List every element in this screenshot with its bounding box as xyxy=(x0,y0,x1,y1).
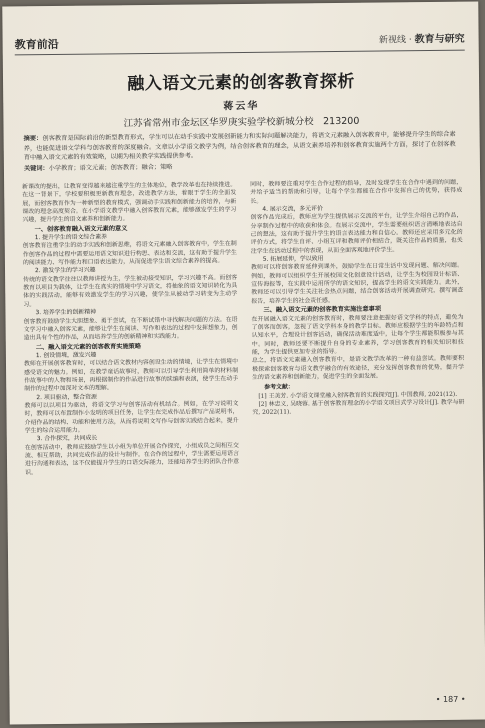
page-number-dash-right: • xyxy=(458,694,466,704)
journal-page xyxy=(2,2,485,725)
paragraph: 教师可以以项目为驱动，将语文学习与创客活动有机结合。例如，在学习说明文时，教师可以布置制作小发明的项目任务，让学生在完成作品后撰写产品说明书，介绍作品的结构、功能和使用方法，从而将说明文写作与创客实践结合起来，提升学生的综合运用能力。 xyxy=(24,400,239,435)
references-list xyxy=(252,390,464,417)
subsection-heading: 1. 提升学生的语文综合素养 xyxy=(34,234,108,242)
section-label: 教育前沿 xyxy=(14,37,59,52)
journal-name: 新视线 xyxy=(378,35,407,46)
subsection-heading: 4. 展示交流，多元评价 xyxy=(262,206,323,213)
paragraph: 新课改的提出，让教育变得越来越注重学生的主体地位，教学改革也在持续推进。在这一背景下，学校要积极更新教育理念，改进教学方法，着眼于学生的全面发展，而创客教育作为一种新型的教育模式，强调动手实践和创新能力的培养，与新课改的理念高度契合。在小学语文教学中融入创客教育元素，能够激发学生的学习兴趣，提升学生的语文素养和创新能力。 xyxy=(22,182,237,224)
author-affiliation: 江苏省常州市金坛区华罗庚实验学校新城分校 213200 xyxy=(123,115,360,130)
column-name: 教育与研究 xyxy=(414,33,465,46)
article-author: 蒋云华 xyxy=(223,100,260,113)
abstract-label: 摘要： xyxy=(23,135,43,143)
abstract xyxy=(24,130,456,163)
page-number-value: 187 xyxy=(442,694,459,704)
body-column-left xyxy=(22,181,242,713)
reference-item: [1] 王美芳. 小学语文课堂融入创客教育的实践探究[J]. 中国教师, 2021(12). xyxy=(258,391,458,400)
header-rule xyxy=(15,50,465,56)
body-column-right xyxy=(250,179,468,711)
running-header xyxy=(2,16,478,52)
keywords-label: 关键词： xyxy=(23,165,49,173)
references-title: 参考文献： xyxy=(264,384,294,392)
paragraph: 教师在开展创客教育时，可以结合语文教材内容创设生动的情境，让学生在情境中感受语文的魅力。例如，在教学童话故事时，教师可以引导学生利用简单的材料制作故事中的人物和场景，再根据制作的作品进行故事的续编和表演，使学生在动手制作的过程中加深对文本的理解。 xyxy=(23,359,239,393)
section-heading: 二、融入语文元素的创客教育实施策略 xyxy=(35,342,142,351)
subsection-heading: 2. 项目驱动，整合资源 xyxy=(36,394,97,401)
subsection-heading: 1. 创设情境，激发兴趣 xyxy=(35,352,97,360)
paragraph: 传统的语文教学往往以教师讲授为主，学生被动接受知识，学习兴趣不高。而创客教育以项目为载体，让学生在真实的情境中学习语文，将抽象的语文知识转化为具体的实践活动，能够有效激发学生的学习兴趣，使学生从被动学习转变为主动学习。 xyxy=(23,274,238,309)
reference-item: [2] 林忠义, 吴晓蓉. 基于创客教育理念的小学语文项目式学习设计[J]. 教学与研究, 2022(11). xyxy=(252,399,465,417)
subsection-heading: 5. 拓展延伸，学以致用 xyxy=(262,256,324,263)
page-number xyxy=(436,695,466,704)
paragraph: 在创客活动中，教师应鼓励学生以小组为单位开展合作探究，小组成员之间相互交流、相互帮助，共同完成作品的设计与制作。在合作的过程中，学生需要运用语言进行沟通和表达，这不仅能提升学生的口语交际能力，还能培养学生的团队合作意识。 xyxy=(24,442,240,476)
subsection-heading: 3. 培养学生的创新精神 xyxy=(35,309,97,317)
subsection-heading: 2. 激发学生的学习兴趣 xyxy=(35,267,96,275)
paragraph: 创客教育鼓励学生大胆想象、勇于尝试，在不断试错中寻找解决问题的方法。在语文学习中融入创客元素，能够让学生在阅读、写作和表达的过程中发挥想象力，创造出具有个性的作品，从而培养学生的创新精神和实践能力。 xyxy=(23,316,238,342)
paragraph: 创客教育注重学生的动手实践和创新思维，将语文元素融入创客教育中，学生在制作创客作品的过程中需要运用语文知识进行构思、表达和交流，这有助于提升学生的阅读能力、写作能力和口语表达能力，从而促进学生语文综合素养的提高。 xyxy=(22,241,237,267)
section-heading: 一、创客教育融入语文元素的意义 xyxy=(34,224,128,233)
journal-column-label xyxy=(379,30,465,46)
abstract-text: 创客教育是国际前沿的新型教育形式，学生可以在动手实践中发展创新能力和实际问题解决能力，将语文元素融入创客教育中，能够提升学生的综合素养，也能促进语文学科与创客教育的深度融合。文章以小学语文教学为例，结合创客教育的理念，从语文素养培养和创客教育实施两个方面，探讨了在创客教育中融入语文元素的有效策略，以期为相关教学实践提供参考。 xyxy=(23,130,456,162)
paragraph: 在开展融入语文元素的创客教育时，教师要注意把握好语文学科的特点，避免为了创客而创客，忽视了语文学科本身的教学目标。教师应根据学生的年龄特点和认知水平，合理设计创客活动，确保活动难度适中，让每个学生都能积极参与其中。同时，教师还要不断提升自身的专业素养，学习创客教育的相关知识和技能，为学生提供更加专业的指导。 xyxy=(251,314,464,356)
paragraph: 同时，教师要注重对学生合作过程的指导，及时发现学生在合作中遇到的问题，并给予适当的帮助和引导，让每个学生都能在合作中发挥自己的优势，获得成长。 xyxy=(250,179,463,205)
subsection-heading: 3. 合作探究，共同成长 xyxy=(36,435,98,443)
paragraph: 创客作品完成后，教师应为学生提供展示交流的平台，让学生介绍自己的作品，分享制作过程中的收获和体会。在展示交流中，学生需要组织语言清晰地表达自己的想法，这有助于提升学生的语言表达能力和自信心。教师还应采用多元化的评价方式，将学生自评、小组互评和教师评价相结合，既关注作品的质量，也关注学生在活动过程中的表现，从而全面客观地评价学生。 xyxy=(250,213,463,255)
keywords-text: 小学教育；语文元素；创客教育；融合；策略 xyxy=(48,163,173,173)
article-title: 融入语文元素的创客教育探析 xyxy=(127,71,355,95)
header-divider: · xyxy=(408,35,415,46)
paragraph: 总之，将语文元素融入创客教育中，是语文教学改革的一种有益尝试。教师要积极探索创客教育与语文教学融合的有效途径，充分发挥创客教育的优势，提升学生的语文素养和创新能力，促进学生的全面发展。 xyxy=(251,355,465,381)
paragraph: 教师可以将创客教育延伸到课外，鼓励学生在日常生活中发现问题、解决问题。例如，教师可以组织学生开展校园文化创意设计活动，让学生为校园设计标语、宣传海报等，在实践中运用所学的语文知识，提高学生的语文实践能力。此外，教师还可以引导学生关注社会热点问题，结合创客活动开展调查研究，撰写调查报告，培养学生的社会责任感。 xyxy=(250,263,464,305)
right-column-body xyxy=(250,179,464,382)
page-number-dash-left: • xyxy=(435,694,444,705)
section-heading: 三、融入语文元素的创客教育实施注意事项 xyxy=(263,305,382,314)
